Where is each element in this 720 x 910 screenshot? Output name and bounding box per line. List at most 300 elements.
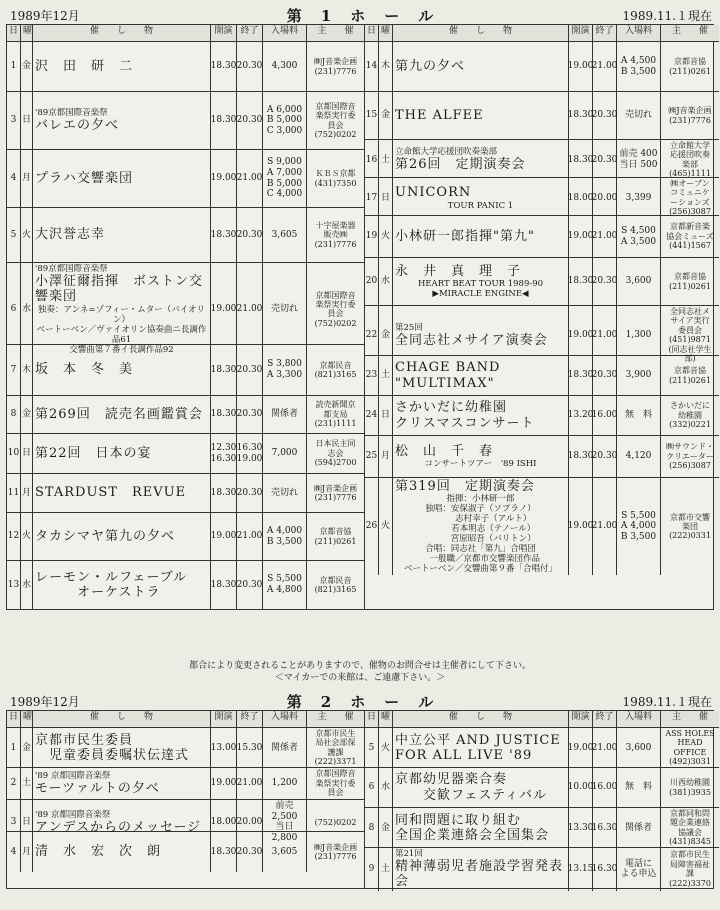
event-cell	[33, 513, 211, 560]
header-end: 終了	[237, 711, 263, 727]
table-row	[365, 808, 719, 848]
event-organizer: ㈱オーブン コミュニケ ーションズ (256)3087	[669, 179, 711, 217]
header-wd: 曜	[379, 25, 393, 41]
event-end: 16.00	[593, 396, 617, 435]
event-name: 第319回 定期演奏会	[395, 479, 535, 494]
event-subtitle: '89 京都国際音楽祭	[35, 809, 111, 820]
event-end: 21.00	[593, 42, 617, 91]
event-start: 12.30 16.30	[211, 434, 237, 473]
event-day: 1	[7, 42, 21, 91]
event-end: 20.30	[237, 396, 263, 433]
header-wd: 曜	[379, 711, 393, 727]
event-detail: コンサートツアー '89 ISHI	[424, 459, 537, 470]
event-weekday: 日	[21, 434, 33, 473]
event-end: 20.30	[593, 356, 617, 395]
event-start: 19.00	[569, 216, 593, 257]
event-fee: 前売 2,500 当日 2,800	[263, 800, 307, 844]
event-day: 11	[7, 474, 21, 512]
event-cell	[33, 434, 211, 473]
event-organizer: 京都音協 (211)0261	[669, 366, 711, 385]
event-weekday: 土	[379, 848, 393, 891]
event-name: CHAGE BAND "MULTIMAX"	[395, 360, 501, 391]
event-fee: 関係者	[263, 396, 307, 433]
event-name: レーモン・ルフェーブル オーケストラ	[35, 569, 188, 600]
event-weekday: 金	[379, 92, 393, 139]
event-day: 26	[365, 478, 379, 575]
event-start: 13.15	[569, 848, 593, 891]
header-org: 主 催	[317, 712, 354, 722]
event-name: 小澤征爾指揮 ボストン交響楽団	[35, 274, 204, 305]
event-name: アンデスからのメッセージ	[35, 819, 202, 835]
event-start: 18.30	[211, 92, 237, 149]
notice	[6, 660, 714, 684]
event-cell	[33, 728, 211, 768]
event-start: 18.30	[569, 92, 593, 139]
event-organizer: 京都同和問 題企業連絡 協議会 (431)8345	[669, 809, 711, 847]
event-fee: 3,605	[263, 832, 307, 872]
event-name: タカシマヤ第九の夕べ	[35, 528, 176, 544]
table-row	[7, 263, 364, 355]
event-weekday: 金	[21, 42, 33, 91]
event-cell	[393, 808, 569, 848]
event-start: 19.00	[211, 513, 237, 560]
event-fee: 電話に よる申込	[617, 848, 661, 891]
event-day: 17	[365, 178, 379, 218]
table-row	[7, 396, 364, 434]
table-row	[365, 216, 719, 258]
table-row	[7, 561, 364, 609]
event-weekday: 土	[21, 768, 33, 799]
header-wd: 曜	[21, 711, 33, 727]
table-row	[365, 140, 719, 178]
event-organizer: 京都市民生 局社会部保 護課 (222)3371	[314, 729, 357, 767]
event-day: 4	[7, 832, 21, 872]
event-name: STARDUST REVUE	[35, 485, 187, 501]
event-weekday: 土	[379, 356, 393, 395]
table-row	[7, 513, 364, 561]
event-day: 2	[7, 768, 21, 799]
event-name: 全同志社メサイア演奏会	[395, 332, 548, 348]
event-organizer: 京都音協 (211)0261	[314, 527, 357, 546]
event-cell	[33, 42, 211, 91]
event-start: 19.00	[569, 728, 593, 768]
event-day: 8	[365, 808, 379, 848]
event-subtitle: '89京都国際音楽祭	[35, 107, 108, 118]
event-cell	[393, 478, 569, 575]
event-day: 13	[7, 561, 21, 609]
event-fee: S 9,000 A 7,000 B 5,000 C 4,000	[263, 150, 307, 207]
event-cell	[393, 92, 569, 139]
event-fee: 売切れ	[617, 92, 661, 139]
header-fee: 入場料	[617, 25, 661, 41]
event-start: 18.30	[569, 436, 593, 477]
event-weekday: 金	[21, 728, 33, 768]
event-day: 15	[365, 92, 379, 139]
table-row	[7, 474, 364, 513]
event-cell	[33, 832, 211, 872]
table-row	[7, 434, 364, 474]
header-start: 開演	[211, 711, 237, 727]
table-row	[365, 728, 719, 768]
table-row	[365, 356, 719, 396]
event-end: 20.30	[237, 474, 263, 512]
event-organizer: 京都国際音 楽祭実行委 員会 (752)0202	[314, 290, 357, 328]
event-organizer: 京都国際音 楽祭実行委 員会	[315, 769, 356, 798]
event-organizer: 日本民主同 志会 (594)2700	[314, 439, 357, 468]
event-organizer: 立命館大学 応援団吹奏 楽部 (465)1111	[669, 141, 711, 179]
table-row	[7, 800, 364, 843]
event-cell	[33, 263, 211, 356]
event-organizer: 京都民音 (821)3165	[314, 575, 357, 594]
event-day: 3	[7, 92, 21, 149]
event-start: 13.20	[569, 396, 593, 435]
hall2-title: 第 2 ホ ー ル	[286, 693, 436, 711]
event-weekday: 日	[379, 178, 393, 218]
event-fee: 3,900	[617, 356, 661, 395]
event-day: 25	[365, 436, 379, 477]
event-cell	[33, 92, 211, 149]
header-end: 終了	[593, 711, 617, 727]
event-day: 16	[365, 140, 379, 180]
event-end: 20.30	[237, 208, 263, 262]
table-row	[365, 478, 719, 575]
event-end: 20.30	[237, 345, 263, 395]
event-weekday: 火	[21, 513, 33, 560]
event-fee: A 4,000 B 3,500	[263, 513, 307, 560]
event-organizer: 十字屋楽器 販売㈱ (231)7776	[314, 220, 357, 249]
hall1-month: 1989年12月	[10, 9, 80, 23]
event-cell	[393, 728, 569, 768]
header-end: 終了	[593, 25, 617, 41]
event-end: 16.30	[593, 848, 617, 891]
event-weekday: 水	[379, 768, 393, 807]
hall1-header	[6, 4, 714, 24]
hall2-right-column	[365, 711, 719, 888]
event-cell	[393, 848, 569, 891]
event-name: 第22回 日本の宴	[35, 445, 152, 461]
table-header-row	[365, 25, 719, 42]
notice-line1: 都合により変更されることがありますので、催物のお問合せは主催者にして下さい。	[189, 661, 531, 671]
event-fee: 前売 400 当日 500	[617, 140, 661, 180]
event-organizer: ASS HOLES HEAD OFFICE (492)3031	[665, 729, 715, 767]
event-fee: 無 料	[617, 396, 661, 435]
event-weekday: 土	[379, 140, 393, 180]
event-organizer: 京都新音楽 協会ミューズ (441)1567	[666, 222, 714, 251]
event-day: 4	[7, 150, 21, 207]
table-row	[7, 728, 364, 768]
event-name: 沢 田 研 二	[35, 58, 134, 74]
header-event: 催 し 物	[393, 25, 569, 41]
event-start: 13.30	[569, 808, 593, 848]
event-start: 18.00	[569, 178, 593, 218]
event-start: 19.00	[211, 150, 237, 207]
table-row	[7, 832, 364, 872]
event-cell	[33, 561, 211, 609]
event-day: 19	[365, 216, 379, 257]
header-start: 開演	[569, 25, 593, 41]
event-end: 20.30	[593, 92, 617, 139]
event-start: 13.00	[211, 728, 237, 768]
event-name: 同和問題に取り組む 全国企業連絡会全国集会	[395, 812, 550, 843]
event-day: 20	[365, 258, 379, 305]
event-name: 京都幼児器楽合奏 交歓フェスティバル	[395, 772, 548, 803]
event-subtitle: '89 京都国際音楽祭	[35, 770, 111, 781]
event-fee: A 6,000 B 5,000 C 3,000	[263, 92, 307, 149]
event-day: 24	[365, 396, 379, 435]
event-name: 精神薄弱児者施設学習発表会	[395, 859, 564, 890]
event-end: 21.00	[237, 768, 263, 799]
event-name: 松 山 千 春	[395, 443, 494, 459]
event-cell	[33, 474, 211, 512]
event-weekday: 火	[21, 208, 33, 262]
event-cell	[33, 345, 211, 395]
event-start: 18.30	[569, 258, 593, 305]
event-weekday: 月	[21, 474, 33, 512]
event-fee: A 4,500 B 3,500	[617, 42, 661, 91]
event-end: 21.00	[237, 263, 263, 356]
event-day: 6	[7, 263, 21, 356]
event-end: 15.30	[237, 728, 263, 768]
event-fee: 1,300	[617, 306, 661, 365]
event-end: 21.00	[237, 513, 263, 560]
table-row	[365, 306, 719, 364]
hall1-section	[6, 4, 714, 610]
event-end: 20.30	[237, 561, 263, 609]
event-name: 第26回 定期演奏会	[395, 157, 526, 173]
event-end: 20.30	[237, 42, 263, 91]
event-organizer: ㈱J音楽企画 (231)7776	[668, 106, 712, 125]
event-start: 19.00	[569, 478, 593, 575]
header-fee: 入場料	[617, 711, 661, 727]
event-start: 18.30	[211, 832, 237, 872]
event-end: 20.30	[593, 258, 617, 305]
event-name: UNICORN	[395, 185, 472, 201]
hall2-header	[6, 690, 714, 710]
hall2-table	[6, 710, 714, 889]
event-organizer: ㈱J音楽企画 (231)7776	[313, 57, 358, 76]
notice-line2: ＜マイカーでの来館は、ご遠慮下さい。＞	[274, 673, 446, 684]
event-name: 清 水 宏 次 朗	[35, 844, 162, 860]
event-fee: 3,399	[617, 178, 661, 218]
hall2-left-column	[7, 711, 365, 888]
header-event: 催 し 物	[33, 25, 211, 41]
event-day: 14	[365, 42, 379, 91]
event-organizer: 全同志社メ サイア実行 委員会 (451)9871 (同志社学生部)	[668, 307, 712, 364]
event-start: 18.30	[211, 561, 237, 609]
event-end: 21.00	[593, 478, 617, 575]
event-organizer: ㈱サウンド・ クリエーター (256)3087	[666, 442, 714, 471]
header-start: 開演	[569, 711, 593, 727]
event-end: 16.00	[593, 768, 617, 807]
event-fee: 関係者	[617, 808, 661, 848]
table-row	[7, 150, 364, 208]
event-organizer: 京都音協 (211)0261	[669, 57, 711, 76]
event-end: 21.00	[593, 728, 617, 768]
event-cell	[393, 436, 569, 477]
event-name: 永 井 真 理 子	[395, 263, 522, 279]
table-row	[7, 208, 364, 263]
event-fee: S 5,500 A 4,000 B 3,500	[617, 478, 661, 575]
event-name: 坂 本 冬 美	[35, 362, 134, 378]
event-organizer: ㈱J音楽企画 (231)7776	[313, 842, 358, 861]
event-end: 20.30	[237, 832, 263, 872]
event-fee: S 4,500 A 3,500	[617, 216, 661, 257]
event-fee: 3,600	[617, 728, 661, 768]
event-fee: 3,600	[617, 258, 661, 305]
event-start: 18.00	[211, 800, 237, 844]
hall1-left-column	[7, 25, 365, 609]
header-end: 終了	[237, 25, 263, 41]
event-day: 1	[7, 728, 21, 768]
event-weekday: 火	[379, 478, 393, 575]
event-day: 22	[365, 306, 379, 365]
event-organizer: 京都市民生 局障害福祉 課 (222)3370	[669, 850, 711, 888]
event-fee: S 3,800 A 3,300	[263, 345, 307, 395]
event-day: 5	[365, 728, 379, 768]
event-day: 6	[365, 768, 379, 807]
event-start: 19.00	[211, 263, 237, 356]
event-end: 20.30	[593, 436, 617, 477]
event-organizer: (752)0202	[314, 817, 357, 827]
event-weekday: 水	[21, 561, 33, 609]
header-event: 催 し 物	[393, 711, 569, 727]
event-detail: TOUR PANIC 1	[447, 200, 514, 211]
event-day: 3	[7, 800, 21, 844]
header-start: 開演	[211, 25, 237, 41]
table-row	[7, 768, 364, 800]
event-cell	[33, 768, 211, 799]
event-end: 21.00	[593, 306, 617, 365]
event-end: 20.30	[237, 92, 263, 149]
table-row	[365, 768, 719, 808]
event-cell	[393, 356, 569, 395]
table-row	[365, 396, 719, 436]
event-start: 10.00	[569, 768, 593, 807]
event-name: 中立公平 AND JUSTICE FOR ALL LIVE '89	[395, 732, 561, 763]
event-end: 20.00	[593, 178, 617, 218]
event-day: 8	[7, 396, 21, 433]
event-subtitle: '89京都国際音楽祭	[35, 264, 108, 274]
event-weekday: 月	[21, 150, 33, 207]
event-start: 19.00	[569, 42, 593, 91]
hall2-month: 1989年12月	[10, 695, 80, 709]
event-organizer: 京都国際音 楽祭実行委 員会 (752)0202	[314, 101, 357, 139]
header-event: 催 し 物	[33, 711, 211, 727]
event-cell	[33, 150, 211, 207]
event-name: 第九の夕べ	[395, 58, 466, 74]
table-row	[365, 92, 719, 140]
event-cell	[33, 396, 211, 433]
event-cell	[393, 178, 569, 218]
hall1-right-column	[365, 25, 719, 609]
event-weekday: 火	[379, 216, 393, 257]
event-day: 23	[365, 356, 379, 395]
event-cell	[393, 396, 569, 435]
event-cell	[393, 258, 569, 305]
event-detail: 指揮：小林研一郎 独唱：安保淑子（ソプラノ） 志村幸子（アルト） 若本明志（テノール） 宮原昭吾（バリトン） 合唱：同志社「第九」合唱団 一般職／京都市交響楽団作品 ベートーベン／交響曲第９番「合唱付」	[403, 494, 557, 575]
event-end: 20.00	[237, 800, 263, 844]
event-name: 第269回 読売名画鑑賞会	[35, 406, 203, 422]
event-day: 5	[7, 208, 21, 262]
event-organizer: ㈱J音楽企画 (231)7776	[313, 483, 358, 502]
event-weekday: 日	[21, 92, 33, 149]
table-row	[365, 178, 719, 216]
event-start: 18.30	[211, 345, 237, 395]
event-fee: 関係者	[263, 728, 307, 768]
table-row	[7, 42, 364, 92]
event-organizer: 京都市交響 楽団 (222)0331	[669, 512, 711, 541]
table-row	[365, 258, 719, 306]
header-day: 日	[7, 25, 21, 41]
event-end: 16.30	[593, 808, 617, 848]
header-org: 主 催	[671, 26, 708, 36]
event-fee: 3,605	[263, 208, 307, 262]
event-weekday: 水	[21, 263, 33, 356]
event-organizer: さかいだに 幼稚園 (332)0221	[669, 401, 711, 430]
event-name: 小林研一郎指揮"第九"	[395, 228, 535, 244]
event-name: プラハ交響楽団	[35, 170, 134, 186]
table-header-row	[365, 711, 719, 728]
event-weekday: 火	[379, 728, 393, 768]
header-day: 日	[365, 25, 379, 41]
event-weekday: 水	[379, 258, 393, 305]
event-day: 12	[7, 513, 21, 560]
event-day: 9	[365, 848, 379, 891]
table-header-row	[7, 711, 364, 728]
event-fee: 4,300	[263, 42, 307, 91]
event-organizer: 京都民音 (821)3165	[314, 360, 357, 379]
event-cell	[393, 216, 569, 257]
event-name: モーツァルトの夕べ	[35, 780, 160, 796]
event-subtitle: 立命館大学応援団吹奏楽部	[395, 147, 498, 158]
header-wd: 曜	[21, 25, 33, 41]
event-weekday: 日	[379, 396, 393, 435]
table-row	[365, 436, 719, 478]
header-org: 主 催	[671, 712, 708, 722]
header-day: 日	[7, 711, 21, 727]
event-organizer: 川西幼稚園 (381)3935	[669, 778, 711, 797]
event-detail: 独奏：アンネ=ゾフィー・ムター（バイオリン） ベートーベン／ヴァイオリン協奏曲ニ長調作品61 交響曲第７番イ長調作品92	[36, 304, 207, 355]
event-weekday: 金	[379, 808, 393, 848]
event-name: 京都市民生委員 児童委員委嘱状伝達式	[35, 732, 190, 763]
event-start: 18.30	[211, 474, 237, 512]
event-name: 大沢誉志幸	[35, 227, 106, 243]
event-start: 18.30	[569, 140, 593, 180]
event-weekday: 月	[379, 436, 393, 477]
event-end: 21.00	[593, 216, 617, 257]
table-header-row	[7, 25, 364, 42]
event-start: 18.30	[211, 42, 237, 91]
event-end: 20.30	[593, 140, 617, 180]
event-fee: 無 料	[617, 768, 661, 807]
event-start: 19.00	[569, 306, 593, 365]
event-name: バレエの夕べ	[35, 117, 120, 133]
event-end: 21.00	[237, 150, 263, 207]
event-detail: HEART BEAT TOUR 1989-90 ▶MIRACLE ENGINE◀	[417, 279, 544, 300]
event-fee: 売切れ	[263, 474, 307, 512]
event-day: 7	[7, 345, 21, 395]
hall1-title: 第 1 ホ ー ル	[286, 7, 436, 25]
event-weekday: 金	[21, 396, 33, 433]
event-fee: 1,200	[263, 768, 307, 799]
hall2-section	[6, 690, 714, 889]
table-row	[7, 345, 364, 396]
event-fee: S 5,500 A 4,800	[263, 561, 307, 609]
event-cell	[393, 42, 569, 91]
event-weekday: 木	[21, 345, 33, 395]
event-end: 16.30 19.00	[237, 434, 263, 473]
table-row	[365, 848, 719, 888]
